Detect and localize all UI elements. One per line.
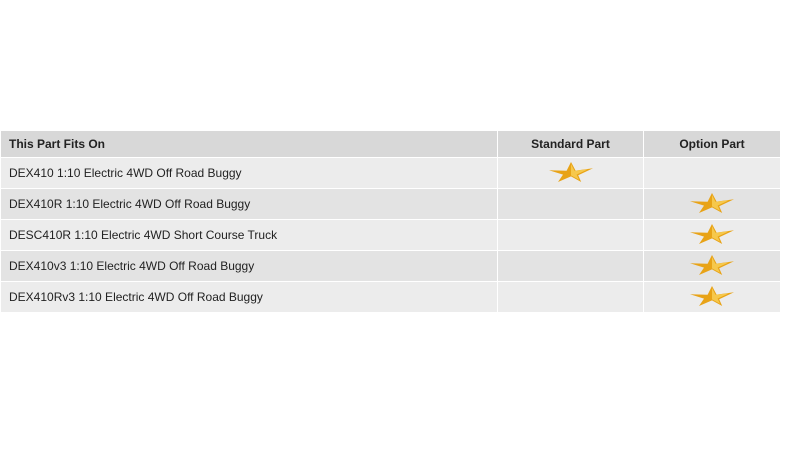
row-standard-part-cell [498, 158, 644, 189]
star-icon [689, 285, 735, 307]
row-vehicle-name: DEX410R 1:10 Electric 4WD Off Road Buggy [1, 189, 498, 220]
star-icon [548, 161, 594, 183]
row-option-part-cell [644, 189, 781, 220]
table-row [1, 282, 781, 313]
star-icon [689, 192, 735, 214]
row-option-part-cell [644, 220, 781, 251]
row-standard-part-cell [498, 251, 644, 282]
row-standard-part-cell [498, 189, 644, 220]
row-option-part-cell [644, 158, 781, 189]
star-icon [689, 223, 735, 245]
row-vehicle-name: DEX410Rv3 1:10 Electric 4WD Off Road Buggy [1, 282, 498, 313]
row-option-part-cell [644, 282, 781, 313]
row-option-part-cell [644, 251, 781, 282]
row-vehicle-name: DEX410 1:10 Electric 4WD Off Road Buggy [1, 158, 498, 189]
row-vehicle-name: DESC410R 1:10 Electric 4WD Short Course Truck [1, 220, 498, 251]
table-row [1, 220, 781, 251]
star-icon [689, 254, 735, 276]
table-row [1, 158, 781, 189]
row-vehicle-name: DEX410v3 1:10 Electric 4WD Off Road Buggy [1, 251, 498, 282]
part-fitment-table [0, 130, 781, 313]
table-header-row [1, 131, 781, 158]
table-body [1, 158, 781, 313]
row-standard-part-cell [498, 282, 644, 313]
table-row [1, 251, 781, 282]
column-header-option-part: Option Part [644, 131, 781, 158]
table-row [1, 189, 781, 220]
row-standard-part-cell [498, 220, 644, 251]
column-header-fits: This Part Fits On [1, 131, 498, 158]
column-header-standard-part: Standard Part [498, 131, 644, 158]
table-header [1, 131, 781, 158]
